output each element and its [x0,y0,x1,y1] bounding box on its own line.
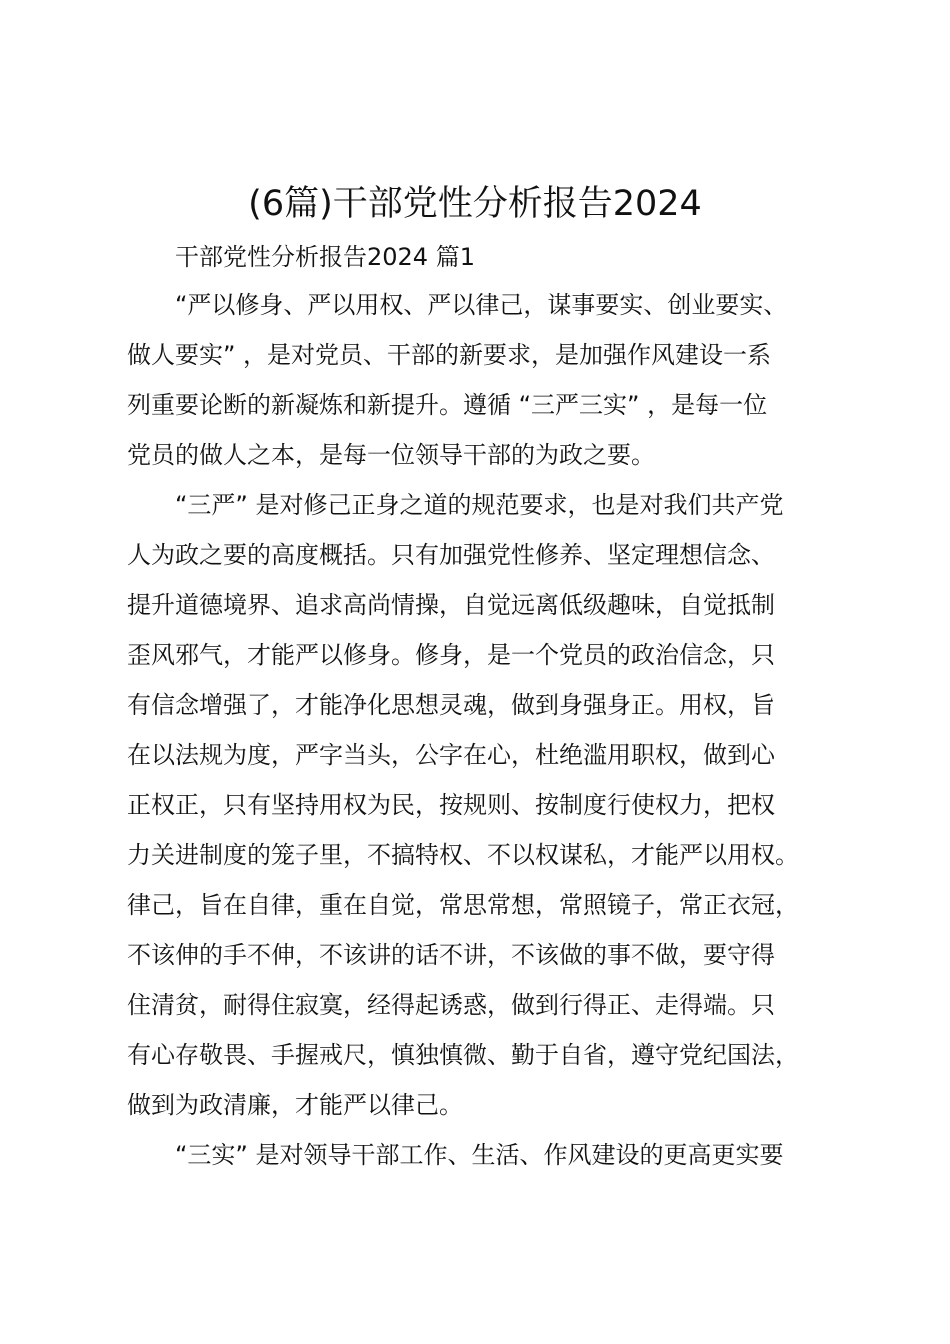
paragraph-line: 正权正，只有坚持用权为民，按规则、按制度行使权力，把权 [127,791,775,819]
paragraph-line: 律己，旨在自律，重在自觉，常思常想，常照镜子，常正衣冠， [127,891,799,919]
paragraph-line: 做到为政清廉，才能严以律己。 [127,1091,463,1119]
paragraph-line: 列重要论断的新凝炼和新提升。遵循 “三严三实” ，是每一位 [127,391,768,419]
paragraph-line: “三实” 是对领导干部工作、生活、作风建设的更高更实要 [175,1141,784,1169]
paragraph-2 [127,480,857,1130]
paragraph-line: 歪风邪气，才能严以修身。修身，是一个党员的政治信念，只 [127,641,775,669]
paragraph-line: 提升道德境界、追求高尚情操，自觉远离低级趣味，自觉抵制 [127,591,775,619]
paragraph-3 [127,1130,857,1180]
paragraph-line: 做人要实” ，是对党员、干部的新要求，是加强作风建设一系 [127,341,772,369]
paragraph-line: 不该伸的手不伸，不该讲的话不讲，不该做的事不做，要守得 [127,941,775,969]
section-subtitle: 干部党性分析报告2024 篇1 [175,243,475,271]
document-body [127,232,857,1180]
paragraph-line: 力关进制度的笼子里，不搞特权、不以权谋私，才能严以用权。 [127,841,799,869]
paragraph-line: 人为政之要的高度概括。只有加强党性修养、坚定理想信念、 [127,541,775,569]
paragraph-line: 在以法规为度，严字当头，公字在心，杜绝滥用职权，做到心 [127,741,775,769]
paragraph-line: 有信念增强了，才能净化思想灵魂，做到身强身正。用权，旨 [127,691,775,719]
paragraph-1 [127,280,857,480]
paragraph-line: 有心存敬畏、手握戒尺，慎独慎微、勤于自省，遵守党纪国法， [127,1041,799,1069]
paragraph-line: 住清贫，耐得住寂寞，经得起诱惑，做到行得正、走得端。只 [127,991,775,1019]
paragraph-line: “严以修身、严以用权、严以律己，谋事要实、创业要实、 [175,291,788,319]
document-title: (6篇)干部党性分析报告2024 [248,184,702,224]
paragraph-line: “三严” 是对修己正身之道的规范要求，也是对我们共产党 [175,491,784,519]
paragraph-line: 党员的做人之本，是每一位领导干部的为政之要。 [127,441,655,469]
